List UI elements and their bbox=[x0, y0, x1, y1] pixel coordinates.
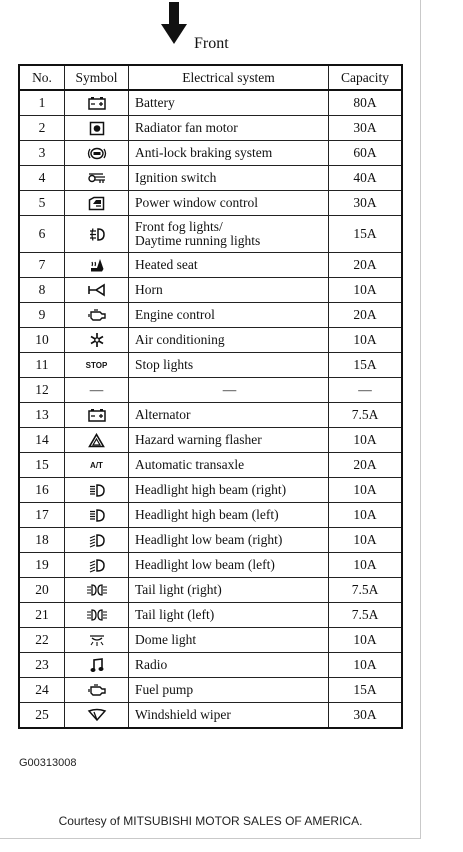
front-arrow-icon bbox=[161, 2, 187, 44]
fuse-capacity: 7.5A bbox=[329, 603, 403, 628]
fuse-number: 21 bbox=[19, 603, 65, 628]
abs-icon bbox=[65, 141, 129, 166]
electrical-system: Air conditioning bbox=[129, 328, 329, 353]
fuse-capacity: 10A bbox=[329, 553, 403, 578]
table-row bbox=[19, 428, 402, 453]
radio-icon bbox=[65, 653, 129, 678]
table-row bbox=[19, 628, 402, 653]
fuse-capacity: 10A bbox=[329, 653, 403, 678]
fuse-number: 7 bbox=[19, 253, 65, 278]
air-conditioning-icon bbox=[65, 328, 129, 353]
tail-light-icon bbox=[65, 578, 129, 603]
fuse-number: 24 bbox=[19, 678, 65, 703]
fuse-number: 13 bbox=[19, 403, 65, 428]
radiator-fan-icon bbox=[65, 116, 129, 141]
electrical-system: Engine control bbox=[129, 303, 329, 328]
fuse-capacity: 10A bbox=[329, 428, 403, 453]
electrical-system: Anti-lock braking system bbox=[129, 141, 329, 166]
table-header-row bbox=[19, 65, 402, 90]
table-row bbox=[19, 478, 402, 503]
electrical-system: Alternator bbox=[129, 403, 329, 428]
low-beam-icon bbox=[65, 528, 129, 553]
electrical-system: Headlight high beam (left) bbox=[129, 503, 329, 528]
electrical-system: Automatic transaxle bbox=[129, 453, 329, 478]
table-row bbox=[19, 403, 402, 428]
fuse-capacity: 20A bbox=[329, 253, 403, 278]
horn-icon bbox=[65, 278, 129, 303]
electrical-system: Tail light (left) bbox=[129, 603, 329, 628]
symbol-label: — bbox=[89, 382, 104, 397]
fuse-capacity: 7.5A bbox=[329, 578, 403, 603]
electrical-system: Front fog lights/ Daytime running lights bbox=[129, 216, 329, 253]
electrical-system: Horn bbox=[129, 278, 329, 303]
table-row bbox=[19, 191, 402, 216]
symbol-text bbox=[65, 453, 129, 478]
power-window-icon bbox=[65, 191, 129, 216]
fuse-table bbox=[18, 64, 403, 729]
col-symbol-header: Symbol bbox=[65, 65, 129, 90]
high-beam-icon bbox=[65, 503, 129, 528]
electrical-system: Tail light (right) bbox=[129, 578, 329, 603]
fuse-number: 19 bbox=[19, 553, 65, 578]
fuse-number: 17 bbox=[19, 503, 65, 528]
fuse-number: 22 bbox=[19, 628, 65, 653]
fuse-capacity: 20A bbox=[329, 303, 403, 328]
electrical-system: Radio bbox=[129, 653, 329, 678]
table-row bbox=[19, 703, 402, 729]
fuse-capacity: 10A bbox=[329, 528, 403, 553]
fuse-capacity: 10A bbox=[329, 503, 403, 528]
symbol-label: A/T bbox=[90, 461, 103, 470]
wiper-icon bbox=[65, 703, 129, 729]
fuse-number: 12 bbox=[19, 378, 65, 403]
courtesy-credit: Courtesy of MITSUBISHI MOTOR SALES OF AMERICA. bbox=[58, 814, 363, 828]
table-row bbox=[19, 603, 402, 628]
table-row bbox=[19, 653, 402, 678]
fuse-number: 3 bbox=[19, 141, 65, 166]
fuse-capacity: 30A bbox=[329, 703, 403, 729]
table-row bbox=[19, 528, 402, 553]
electrical-system: Ignition switch bbox=[129, 166, 329, 191]
high-beam-icon bbox=[65, 478, 129, 503]
front-label: Front bbox=[194, 35, 229, 52]
table-row bbox=[19, 303, 402, 328]
table-row bbox=[19, 553, 402, 578]
ignition-key-icon bbox=[65, 166, 129, 191]
table-row bbox=[19, 166, 402, 191]
electrical-system: Heated seat bbox=[129, 253, 329, 278]
electrical-system: Headlight low beam (left) bbox=[129, 553, 329, 578]
table-row bbox=[19, 141, 402, 166]
fuse-number: 10 bbox=[19, 328, 65, 353]
table-row bbox=[19, 116, 402, 141]
electrical-system: Hazard warning flasher bbox=[129, 428, 329, 453]
fuse-capacity: 15A bbox=[329, 216, 403, 253]
fuse-capacity: 30A bbox=[329, 191, 403, 216]
table-row bbox=[19, 278, 402, 303]
electrical-system: — bbox=[129, 378, 329, 403]
symbol-text bbox=[65, 378, 129, 403]
symbol-label: STOP bbox=[85, 361, 108, 370]
electrical-system: Stop lights bbox=[129, 353, 329, 378]
fuse-capacity: 30A bbox=[329, 116, 403, 141]
table-row bbox=[19, 503, 402, 528]
symbol-text bbox=[65, 353, 129, 378]
fuse-capacity: 15A bbox=[329, 678, 403, 703]
electrical-system: Headlight low beam (right) bbox=[129, 528, 329, 553]
table-row bbox=[19, 378, 402, 403]
electrical-system: Battery bbox=[129, 90, 329, 116]
electrical-system: Headlight high beam (right) bbox=[129, 478, 329, 503]
figure-id: G00313008 bbox=[19, 757, 77, 769]
electrical-system: Power window control bbox=[129, 191, 329, 216]
fuse-number: 23 bbox=[19, 653, 65, 678]
fuse-number: 25 bbox=[19, 703, 65, 729]
fuse-capacity: 10A bbox=[329, 328, 403, 353]
fog-light-icon bbox=[65, 216, 129, 253]
fuse-capacity: 10A bbox=[329, 628, 403, 653]
fuse-number: 16 bbox=[19, 478, 65, 503]
fuse-capacity: 7.5A bbox=[329, 403, 403, 428]
fuse-capacity: 10A bbox=[329, 278, 403, 303]
low-beam-icon bbox=[65, 553, 129, 578]
dome-light-icon bbox=[65, 628, 129, 653]
fuse-number: 4 bbox=[19, 166, 65, 191]
fuse-capacity: 10A bbox=[329, 478, 403, 503]
electrical-system: Radiator fan motor bbox=[129, 116, 329, 141]
table-row bbox=[19, 678, 402, 703]
fuse-number: 2 bbox=[19, 116, 65, 141]
table-row bbox=[19, 253, 402, 278]
electrical-system: Dome light bbox=[129, 628, 329, 653]
fuse-number: 8 bbox=[19, 278, 65, 303]
fuse-capacity: 40A bbox=[329, 166, 403, 191]
table-row bbox=[19, 216, 402, 253]
engine-icon bbox=[65, 303, 129, 328]
tail-light-icon bbox=[65, 603, 129, 628]
table-row bbox=[19, 90, 402, 116]
fuse-number: 15 bbox=[19, 453, 65, 478]
fuse-number: 9 bbox=[19, 303, 65, 328]
fuse-number: 1 bbox=[19, 90, 65, 116]
battery-icon bbox=[65, 403, 129, 428]
col-no-header: No. bbox=[19, 65, 65, 90]
heated-seat-icon bbox=[65, 253, 129, 278]
col-system-header: Electrical system bbox=[129, 65, 329, 90]
table-row bbox=[19, 578, 402, 603]
table-row bbox=[19, 328, 402, 353]
fuse-capacity: 15A bbox=[329, 353, 403, 378]
fuel-pump-icon bbox=[65, 678, 129, 703]
fuse-capacity: 80A bbox=[329, 90, 403, 116]
fuse-number: 14 bbox=[19, 428, 65, 453]
fuse-number: 6 bbox=[19, 216, 65, 253]
table-row bbox=[19, 453, 402, 478]
fuse-number: 18 bbox=[19, 528, 65, 553]
electrical-system: Fuel pump bbox=[129, 678, 329, 703]
fuse-number: 20 bbox=[19, 578, 65, 603]
fuse-capacity: 20A bbox=[329, 453, 403, 478]
fuse-capacity: — bbox=[329, 378, 403, 403]
hazard-icon bbox=[65, 428, 129, 453]
electrical-system: Windshield wiper bbox=[129, 703, 329, 729]
fuse-number: 5 bbox=[19, 191, 65, 216]
col-capacity-header: Capacity bbox=[329, 65, 403, 90]
table-row bbox=[19, 353, 402, 378]
fuse-capacity: 60A bbox=[329, 141, 403, 166]
battery-icon bbox=[65, 90, 129, 116]
fuse-number: 11 bbox=[19, 353, 65, 378]
